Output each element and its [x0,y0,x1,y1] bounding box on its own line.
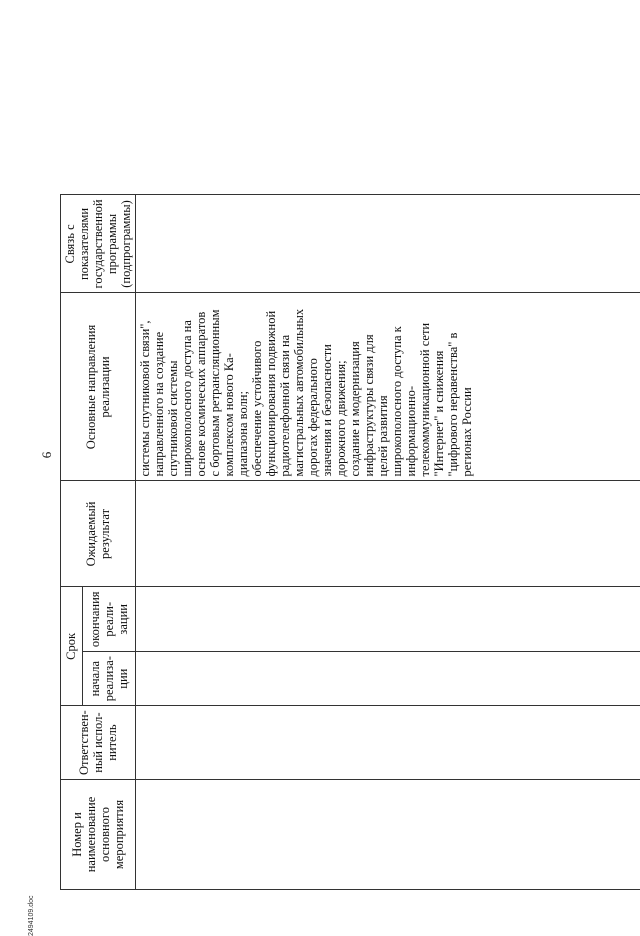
header-term-start: начала реализа-ции [82,652,135,706]
directions-line: "Интернет" и снижения [432,297,446,476]
header-expected-result: Ожидаемый результат [61,481,136,587]
header-term-end: окончания реали-зации [82,587,135,652]
directions-line: значения и безопасности [320,297,334,476]
header-program-link: Связь с показателями государственной программы (подпрограммы) [61,195,136,293]
directions-line: системы спутниковой связи", [138,297,152,476]
directions-line: комплексом нового Ка- [222,297,236,476]
header-row-1 [61,195,83,890]
page-number: 6 [40,20,54,890]
activities-table [60,194,640,890]
header-responsible: Ответствен-ный испол-нитель [61,706,136,780]
cell-term-start [136,652,640,706]
directions-line: функционирования подвижной [264,297,278,476]
cell-program-link [136,195,640,293]
header-term: Срок [61,587,83,706]
directions-line: целей развития [376,297,390,476]
directions-line: радиотелефонной связи на [278,297,292,476]
directions-line: диапазона волн; [236,297,250,476]
cell-main-directions [136,293,640,481]
header-number-name: Номер и наименование основного мероприятия [61,780,136,890]
directions-line: дорожного движения; [334,297,348,476]
directions-line: широкополосного доступа к [390,297,404,476]
cell-term-end [136,587,640,652]
directions-line: телекоммуникационной сети [418,297,432,476]
cell-expected-result [136,481,640,587]
document-code: 2494109.doc [28,876,38,936]
directions-line: спутниковой системы [166,297,180,476]
directions-line: информационно- [404,297,418,476]
directions-line: обеспечение устойчивого [250,297,264,476]
cell-responsible [136,706,640,780]
table-row [136,195,640,890]
cell-number-name [136,780,640,890]
rotated-page [20,20,620,890]
directions-line: регионах России [460,297,474,476]
directions-line: с бортовым ретрансляционным [208,297,222,476]
directions-line: основе космических аппаратов [194,297,208,476]
directions-line: инфраструктуры связи для [362,297,376,476]
directions-line: создание и модернизация [348,297,362,476]
directions-line: магистральных автомобильных [292,297,306,476]
directions-line: "цифрового неравенства" в [446,297,460,476]
directions-line: широкополосного доступа на [180,297,194,476]
directions-line: направленного на создание [152,297,166,476]
directions-line: дорогах федерального [306,297,320,476]
header-main-directions: Основные направления реализации [61,293,136,481]
